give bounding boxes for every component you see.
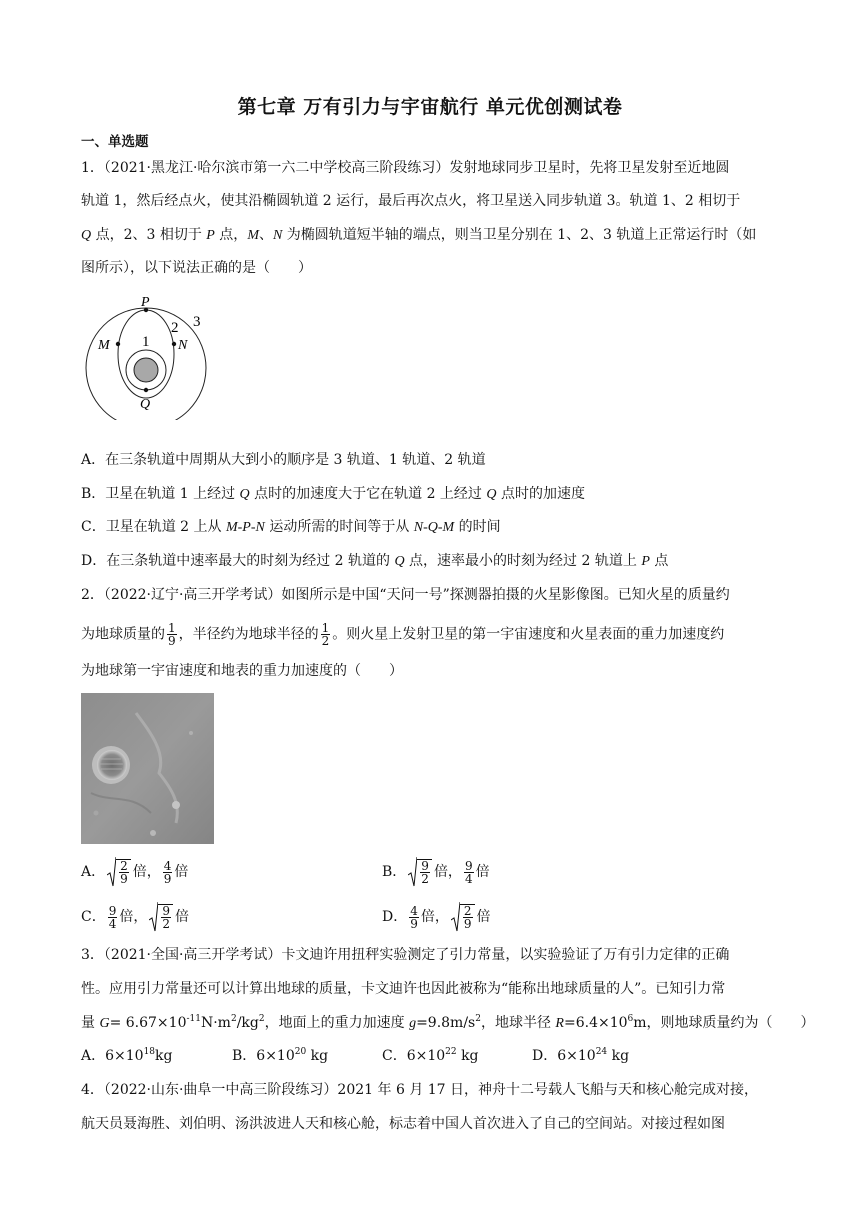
q4-line-1: 4．（2022·山东·曲阜一中高三阶段练习）2021 年 6 月 17 日，神舟十二号载人飞船与天和核心舱完成对接， bbox=[81, 1082, 759, 1098]
label-orbit-1: 1 bbox=[142, 334, 150, 350]
label-p: P bbox=[141, 295, 150, 310]
point-q-marker bbox=[144, 388, 148, 392]
q3-line-3: 量 $G= 6.67\times 10^{-11}N\cdot m^2/kg^2$，地面上的重力加速度 $g=9.8m/s^2$，地球半径 $R=6.4\times 10^6m$，则地球质量约为（ ） bbox=[81, 1014, 815, 1031]
q3-line-1: 3．（2021·全国·高三开学考试）卡文迪许用扭秤实验测定了引力常量，以实验验证了万有引力定律的正确 bbox=[81, 947, 730, 963]
fraction-mass-ratio: $\frac{1}{9}$ bbox=[168, 621, 176, 648]
point-m-marker bbox=[116, 342, 120, 346]
q1-option-c: C．卫星在轨道 2 上从 M-P-N 运动所需的时间等于从 N-Q-M 的时间 bbox=[81, 519, 501, 535]
label-orbit-2: 2 bbox=[171, 320, 179, 336]
q1-option-a: A．在三条轨道中周期从大到小的顺序是 3 轨道、1 轨道、2 轨道 bbox=[81, 452, 486, 468]
sqrt-c2: $\frac{9}{2}$ bbox=[149, 902, 173, 932]
q2-option-d: D． $\frac{4}{9}$ 倍， $\frac{2}{9}$ 倍 bbox=[382, 903, 491, 931]
q2-line-1: 2．（2022·辽宁·高三开学考试）如图所示是中国“天问一号”探测器拍摄的火星影像图。已知火星的质量约 bbox=[81, 587, 730, 603]
label-orbit-3: 3 bbox=[193, 314, 201, 330]
mars-surface-image bbox=[81, 693, 214, 844]
q3-line-2: 性。应用引力常量还可以计算出地球的质量，卡文迪许也因此被称为“能称出地球质量的人”。已知引力常 bbox=[81, 981, 726, 997]
page-title: 第七章 万有引力与宇宙航行 单元优创测试卷 bbox=[237, 96, 623, 118]
q1-option-b: B．卫星在轨道 1 上经过 Q 点时的加速度大于它在轨道 2 上经过 Q 点时的加速度 bbox=[81, 486, 585, 502]
sqrt-d2: $\frac{2}{9}$ bbox=[451, 902, 475, 932]
label-q: Q bbox=[140, 397, 151, 412]
q2-option-a: A． $\frac{2}{9}$ 倍， $\frac{4}{9}$ 倍 bbox=[81, 858, 189, 886]
q1-line-2: 轨道 1，然后经点火，使其沿椭圆轨道 2 运行，最后再次点火，将卫星送入同步轨道 3。轨道 1、2 相切于 bbox=[81, 193, 741, 209]
label-n: N bbox=[178, 338, 188, 353]
q3-option-d: D．$6\times 10^{24}$ kg bbox=[532, 1047, 630, 1064]
orbit-2-ellipse bbox=[118, 310, 174, 398]
q1-option-d: D．在三条轨道中速率最大的时刻为经过 2 轨道的 Q 点，速率最小的时刻为经过 2 轨道上 P 点 bbox=[81, 553, 669, 569]
orbit-diagram bbox=[84, 290, 214, 420]
q1-line-4: 图所示），以下说法正确的是（ ） bbox=[81, 260, 312, 276]
q3-option-a: A．$6\times 10^{18}kg$ bbox=[81, 1047, 173, 1064]
fraction-radius-ratio: $\frac{1}{2}$ bbox=[321, 621, 330, 648]
q4-line-2: 航天员聂海胜、刘伯明、汤洪波进人天和核心舱，标志着中国人首次进入了自己的空间站。对接过程如图 bbox=[81, 1116, 725, 1132]
q2-option-b: B． $\frac{9}{2}$ 倍， $\frac{9}{4}$ 倍 bbox=[382, 858, 490, 886]
point-n-marker bbox=[172, 342, 176, 346]
label-m: M bbox=[98, 338, 110, 353]
sqrt-b1: $\frac{9}{2}$ bbox=[408, 857, 432, 887]
q3-option-c: C．$6\times 10^{22}$ kg bbox=[382, 1047, 479, 1064]
section-heading: 一、单选题 bbox=[81, 134, 149, 150]
q3-option-b: B．$6\times 10^{20}$ kg bbox=[232, 1047, 329, 1064]
q2-line-3: 为地球第一宇宙速度和地表的重力加速度的（ ） bbox=[81, 663, 403, 679]
sqrt-a1: $\frac{2}{9}$ bbox=[107, 857, 131, 887]
q1-line-1: 1．（2021·黑龙江·哈尔滨市第一六二中学校高三阶段练习）发射地球同步卫星时，先将卫星发射至近地圆 bbox=[81, 160, 730, 176]
earth-icon bbox=[134, 358, 158, 382]
q1-line-3: Q 点，2、3 相切于 P 点，M、N 为椭圆轨道短半轴的端点，则当卫星分别在 1、2、3 轨道上正常运行时（如 bbox=[81, 227, 757, 243]
q2-line-2: 为地球质量的 $\frac{1}{9}$ ，半径约为地球半径的 $\frac{1}{2}$ 。则火星上发射卫星的第一宇宙速度和火星表面的重力加速度约 bbox=[81, 621, 725, 648]
q2-option-c: C． $\frac{9}{4}$ 倍， $\frac{9}{2}$ 倍 bbox=[81, 903, 189, 931]
